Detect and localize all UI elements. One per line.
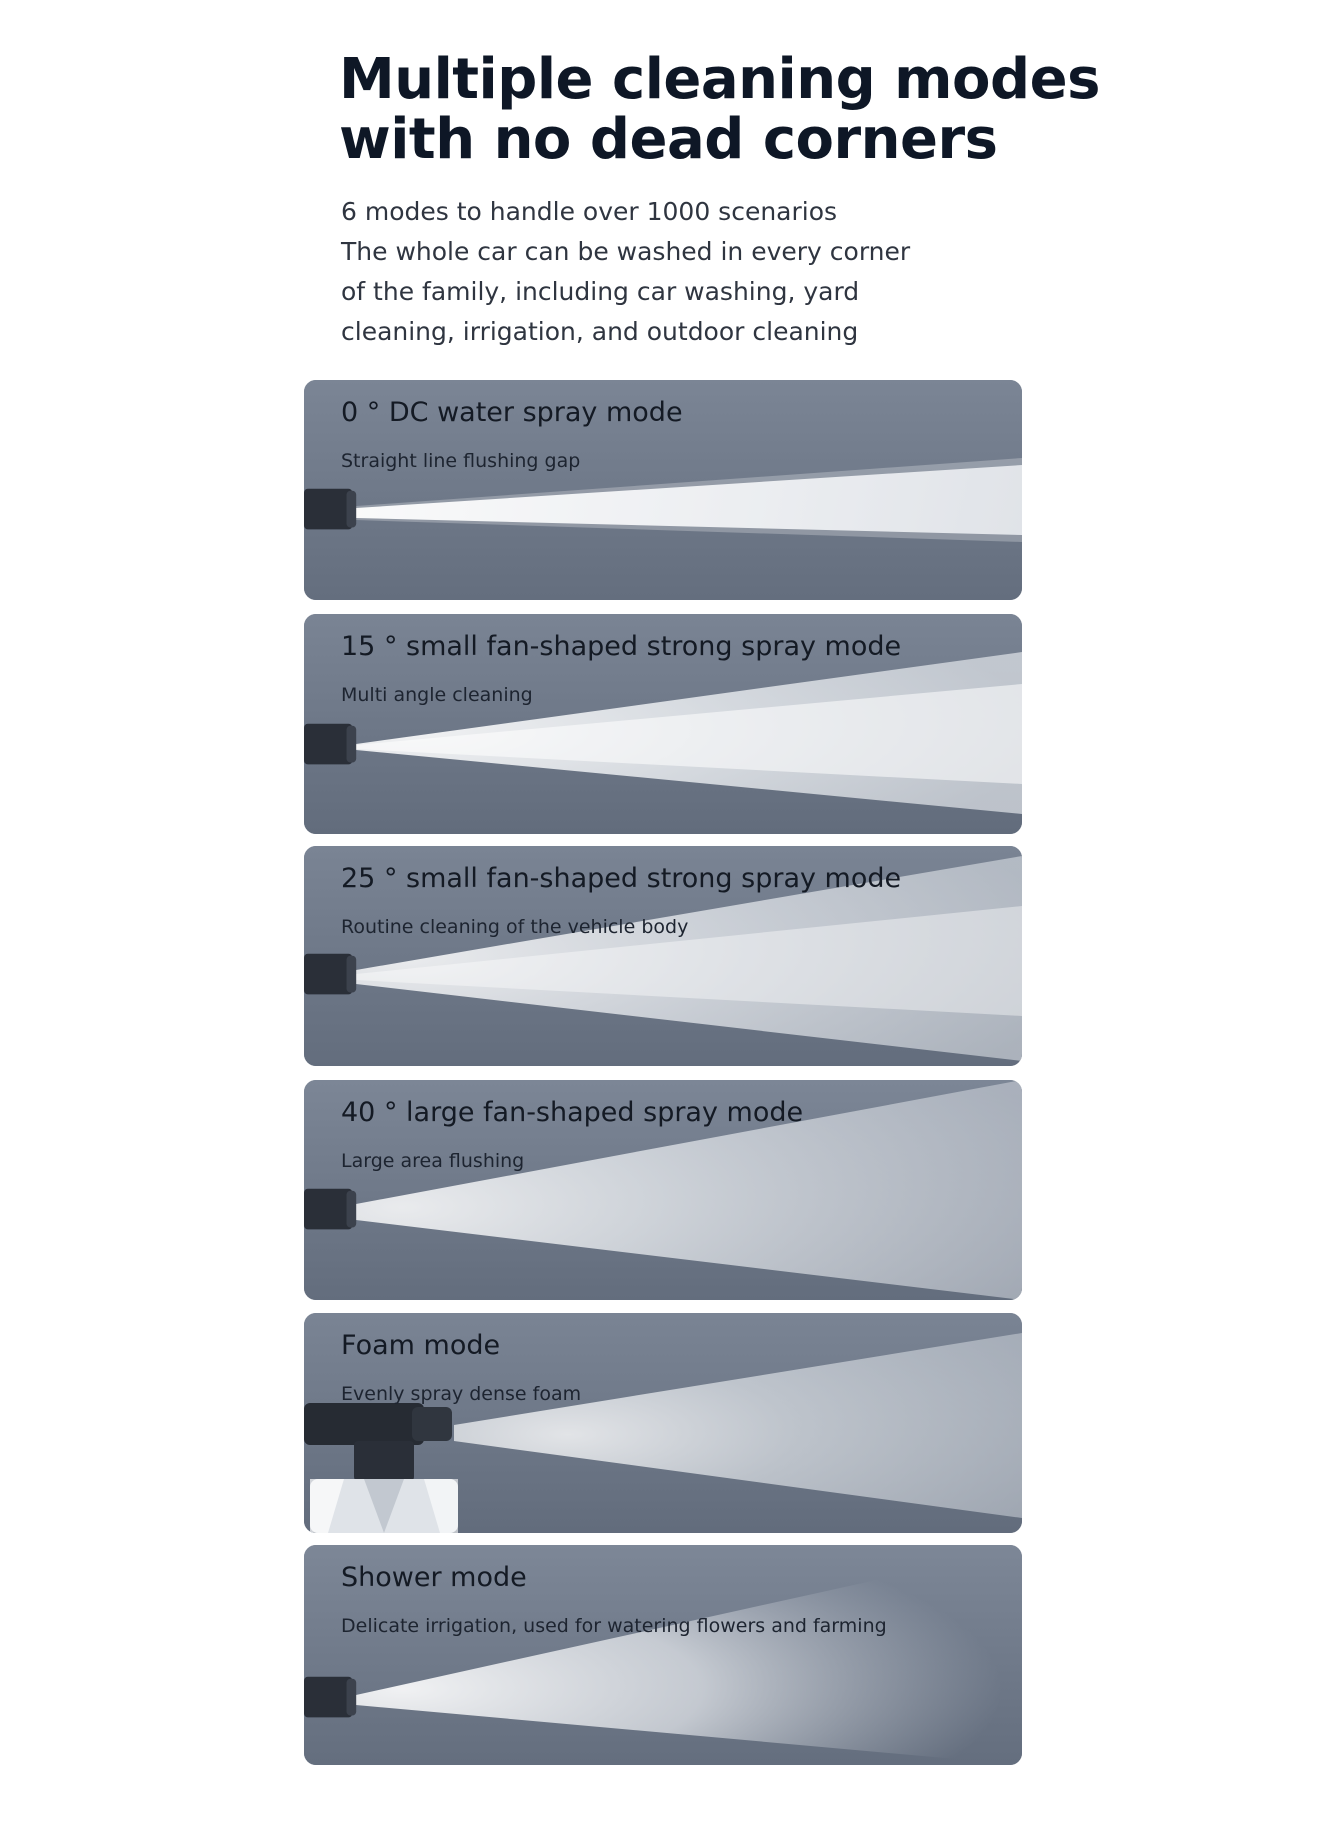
mode-subtitle: Straight line flushing gap xyxy=(341,450,581,472)
mode-card-25-degree xyxy=(304,846,1022,1066)
mode-card-15-degree xyxy=(304,614,1022,834)
mode-card-40-degree xyxy=(304,1080,1022,1300)
nozzle-icon xyxy=(304,1183,362,1241)
nozzle-icon xyxy=(304,1671,362,1729)
nozzle-icon xyxy=(304,718,362,776)
nozzle-icon xyxy=(304,483,362,541)
mode-subtitle: Multi angle cleaning xyxy=(341,684,533,706)
intro-line-3: of the family, including car washing, yard xyxy=(341,277,860,306)
intro-text xyxy=(341,192,981,352)
mode-title: Foam mode xyxy=(341,1330,501,1361)
mode-card-dc-spray xyxy=(304,380,1022,600)
mode-title: Shower mode xyxy=(341,1562,527,1593)
mode-title: 25 ° small fan-shaped strong spray mode xyxy=(341,863,902,894)
intro-line-1: 6 modes to handle over 1000 scenarios xyxy=(341,197,838,226)
mode-subtitle: Evenly spray dense foam xyxy=(341,1383,582,1405)
foam-bottle-icon xyxy=(304,1403,464,1533)
mode-subtitle: Delicate irrigation, used for watering flowers and farming xyxy=(341,1615,887,1637)
mode-card-shower xyxy=(304,1545,1022,1765)
nozzle-icon xyxy=(304,948,362,1006)
mode-subtitle: Large area flushing xyxy=(341,1150,525,1172)
mode-title: 0 ° DC water spray mode xyxy=(341,397,683,428)
mode-card-foam xyxy=(304,1313,1022,1533)
mode-title: 40 ° large fan-shaped spray mode xyxy=(341,1097,804,1128)
mode-title: 15 ° small fan-shaped strong spray mode xyxy=(341,631,902,662)
headline-line-1: Multiple cleaning modes xyxy=(339,47,1100,112)
mode-subtitle: Routine cleaning of the vehicle body xyxy=(341,916,689,938)
intro-line-2: The whole car can be washed in every corner xyxy=(341,237,911,266)
headline-line-2: with no dead corners xyxy=(339,107,998,172)
page-headline xyxy=(339,47,1159,172)
intro-line-4: cleaning, irrigation, and outdoor cleaning xyxy=(341,317,859,346)
